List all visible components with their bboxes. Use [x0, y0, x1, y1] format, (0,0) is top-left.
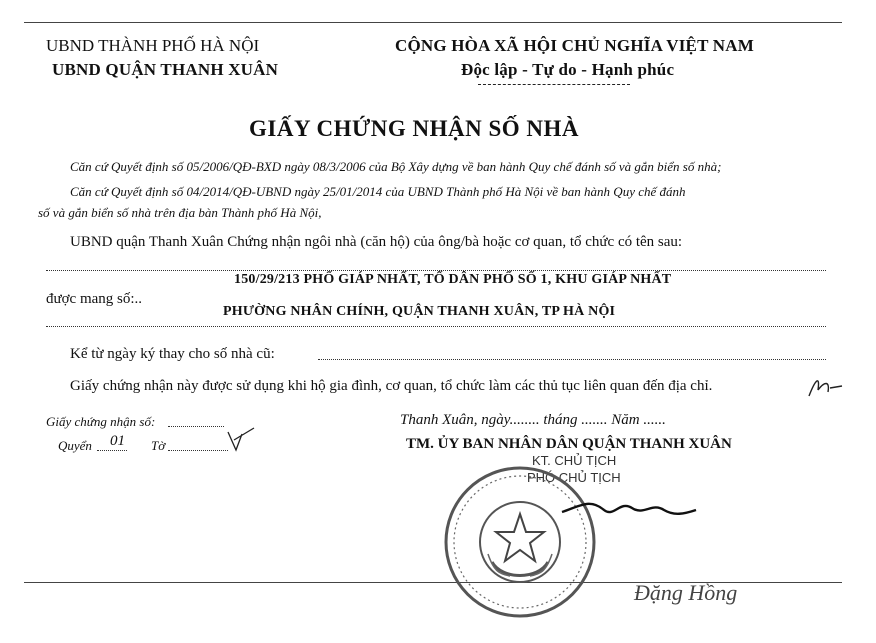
- legal-basis-2-line2: số và gắn biển số nhà trên địa bàn Thành phố Hà Nội,: [38, 205, 322, 220]
- signer-role-1: KT. CHỦ TỊCH: [532, 453, 617, 468]
- page-dotted-line: [168, 450, 228, 451]
- header-right-line1: CỘNG HÒA XÃ HỘI CHỦ NGHĨA VIỆT NAM: [395, 36, 754, 55]
- legal-basis-1: Căn cứ Quyết định số 05/2006/QĐ-BXD ngày 08/3/2006 của Bộ Xây dựng về ban hành Quy chế đánh số và gắn biển số nhà;: [70, 159, 722, 174]
- header-left-line2: UBND QUẬN THANH XUÂN: [52, 60, 279, 79]
- clerk-initial-mark: [224, 426, 264, 456]
- book-value: 01: [110, 433, 125, 449]
- certificate-number-label: Giấy chứng nhận số:: [46, 414, 156, 429]
- motto-underline: [478, 84, 630, 85]
- book-label: Quyển: [58, 438, 92, 453]
- address-dotted-line: [46, 326, 826, 327]
- header-right-line2: Độc lập - Tự do - Hạnh phúc: [461, 60, 675, 79]
- owner-name-dotted-line: [46, 270, 826, 271]
- old-house-number-label: Kể từ ngày ký thay cho số nhà cũ:: [70, 346, 275, 362]
- certificate-number-dotted-line: [168, 426, 224, 427]
- usage-statement: Giấy chứng nhận này được sử dụng khi hộ gia đình, cơ quan, tổ chức làm các thủ tục liên quan đến địa chỉ.: [70, 378, 713, 394]
- address-line-1: 150/29/213 PHỐ GIÁP NHẤT, TỔ DÂN PHỐ SỐ 1, KHU GIÁP NHẤT: [234, 272, 672, 287]
- address-line-2: PHƯỜNG NHÂN CHÍNH, QUẬN THANH XUÂN, TP HÀ NỘI: [223, 304, 616, 319]
- signer-name: Đặng Hồng: [634, 580, 738, 605]
- certification-statement: UBND quận Thanh Xuân Chứng nhận ngôi nhà (căn hộ) của ông/bà hoặc cơ quan, tổ chức có tên sau:: [70, 234, 683, 250]
- signer-role-2: PHÓ CHỦ TỊCH: [527, 470, 621, 485]
- official-seal: [440, 462, 600, 622]
- header-left-line1: UBND THÀNH PHỐ HÀ NỘI: [46, 36, 260, 55]
- initial-mark: [806, 374, 846, 400]
- frame-top-border: [24, 22, 842, 23]
- signing-organization: TM. ỦY BAN NHÂN DÂN QUẬN THANH XUÂN: [406, 436, 732, 452]
- book-dotted-line: [97, 450, 127, 451]
- document-title: GIẤY CHỨNG NHẬN SỐ NHÀ: [249, 116, 580, 141]
- old-number-dotted-line: [318, 359, 826, 360]
- page-label: Tờ: [151, 438, 166, 453]
- legal-basis-2-line1: Căn cứ Quyết định số 04/2014/QĐ-UBND ngày 25/01/2014 của UBND Thành phố Hà Nội về ban hành Quy chế đánh: [70, 184, 686, 199]
- house-number-label: được mang số:..: [46, 291, 143, 307]
- place-date-line: Thanh Xuân, ngày........ tháng ....... Năm ......: [400, 412, 666, 428]
- signature: [560, 488, 700, 528]
